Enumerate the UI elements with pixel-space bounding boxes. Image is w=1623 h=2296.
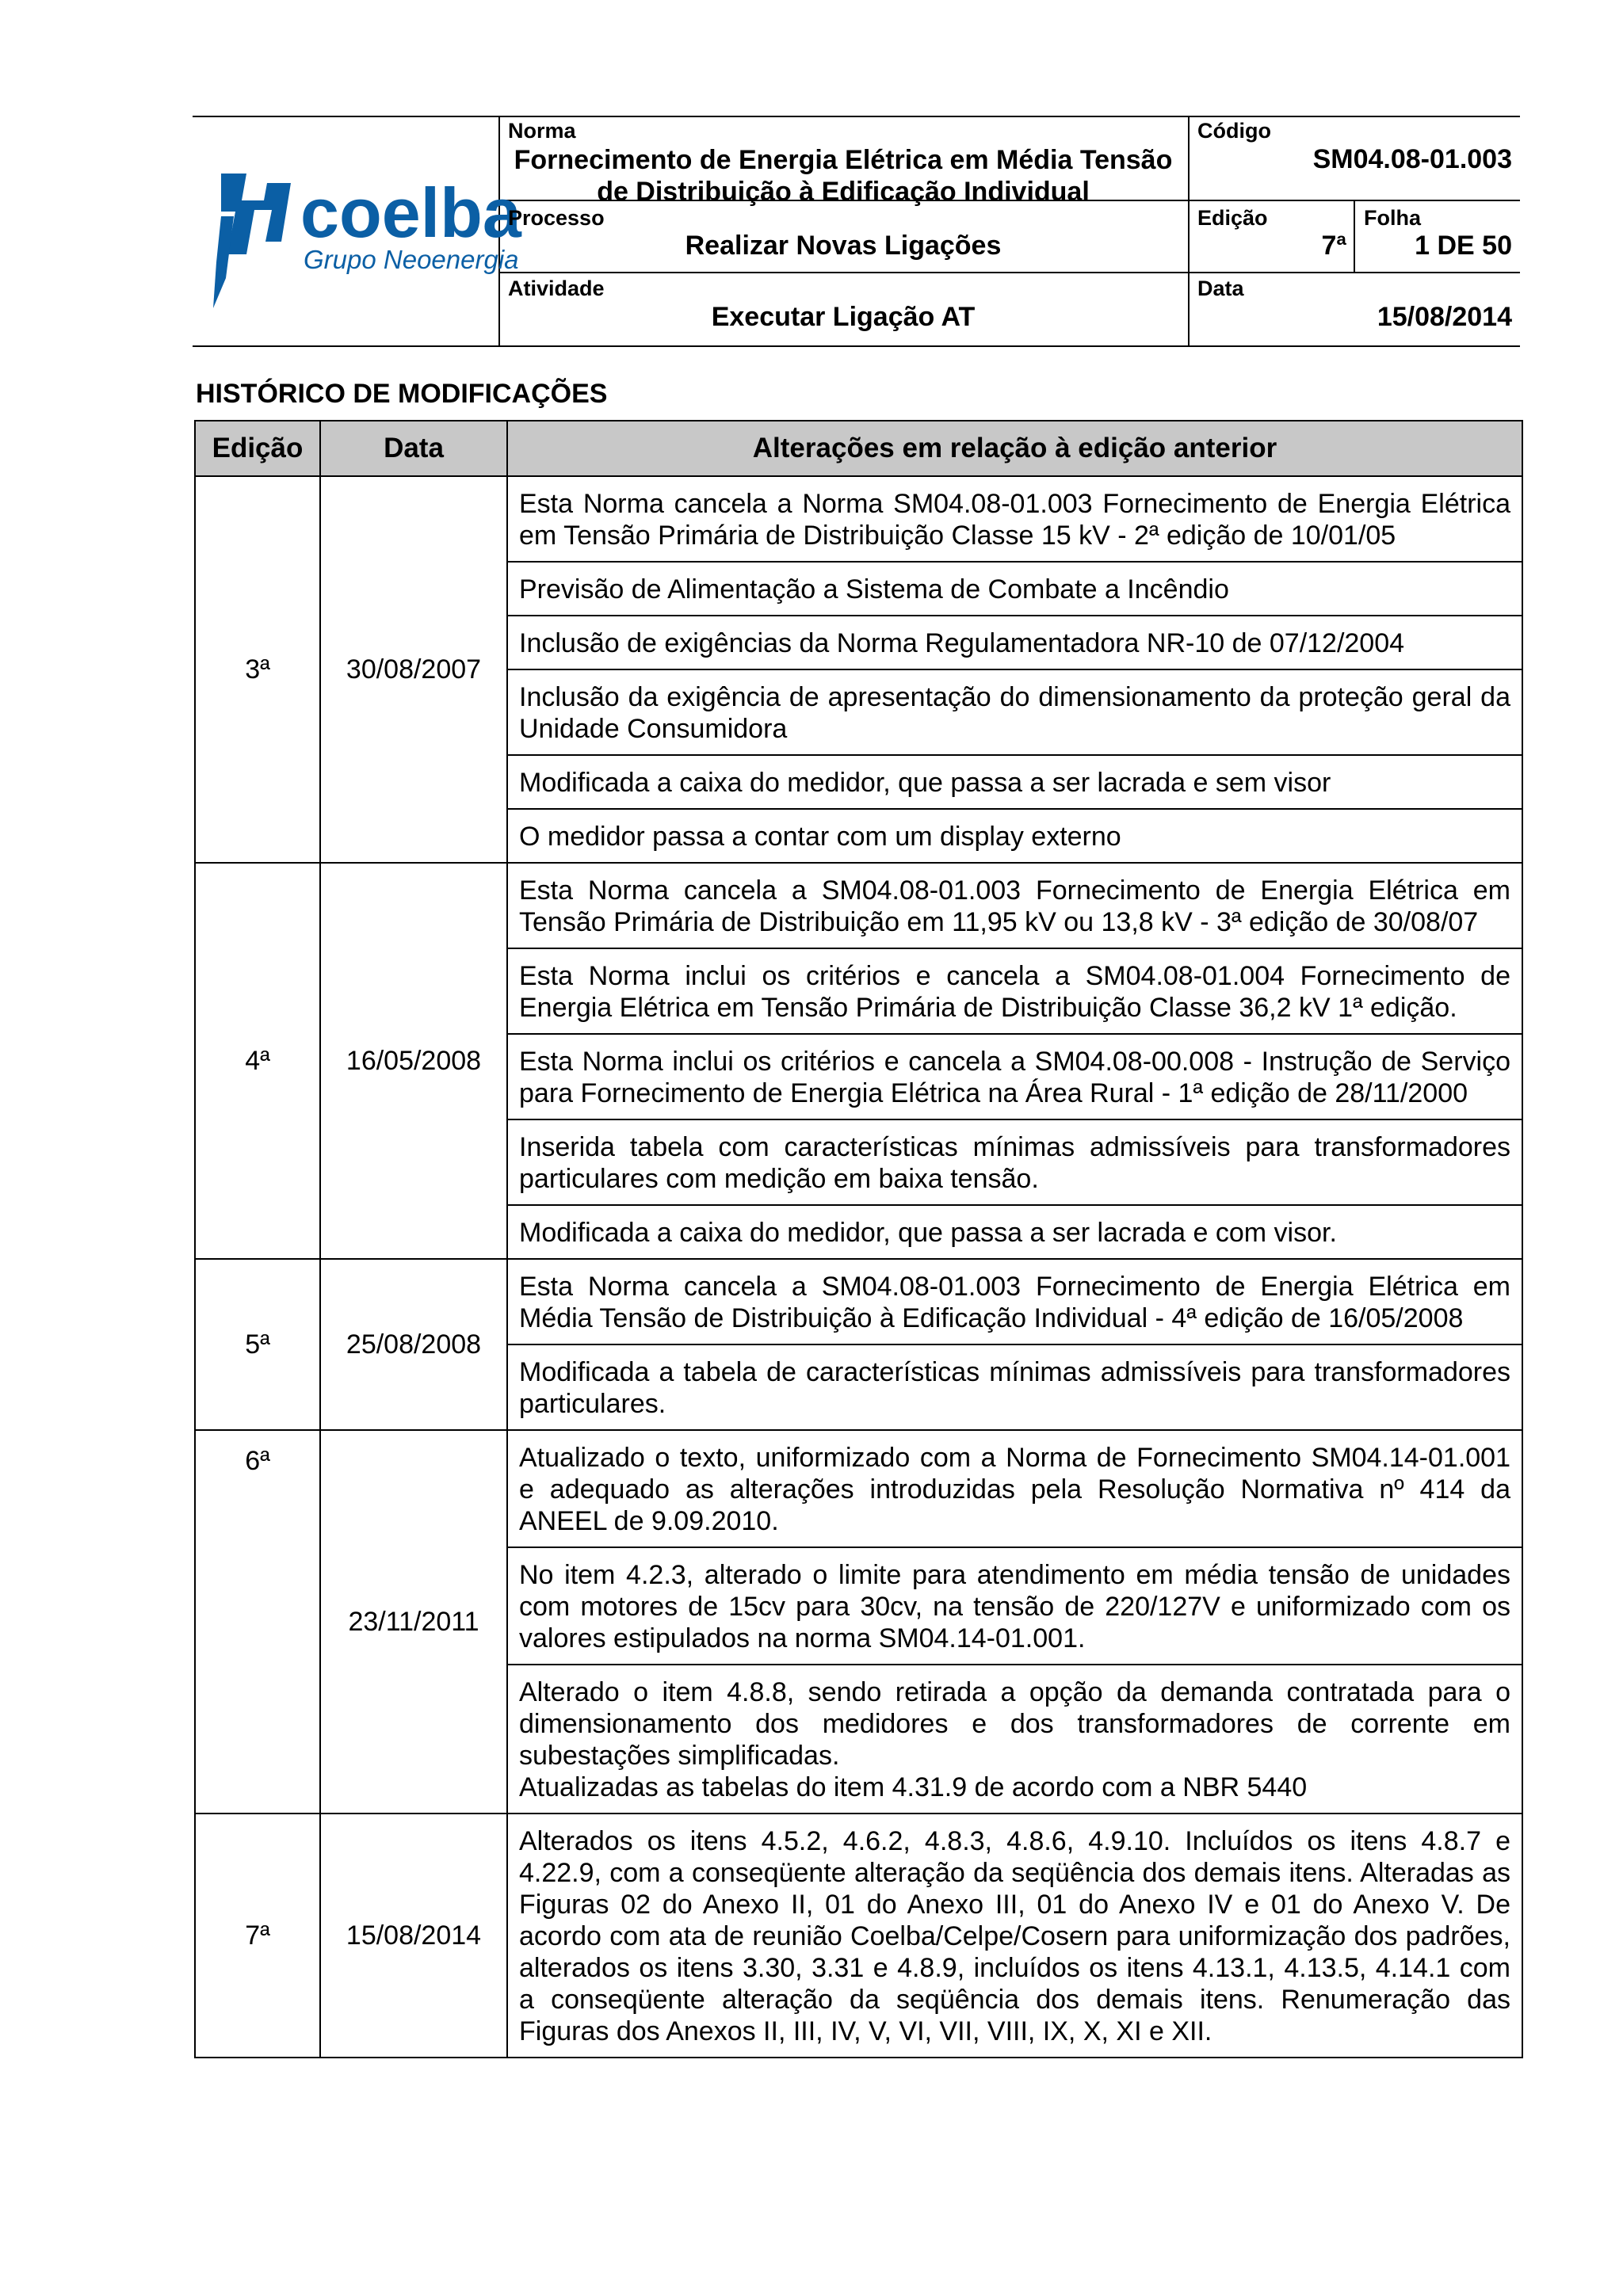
- change-text: Esta Norma inclui os critérios e cancela a SM04.08-00.008 - Instrução de Serviço para Fornecimento de Energia Elétrica na Área Rural - 1ª edição de 28/11/2000: [519, 1047, 1510, 1108]
- change-cell: [507, 1259, 1522, 1344]
- change-cell: [507, 616, 1522, 669]
- change-cell: [507, 669, 1522, 755]
- edition-cell: 4ª: [195, 863, 320, 1259]
- codigo-value: SM04.08-01.003: [1312, 144, 1512, 174]
- change-text: Esta Norma cancela a Norma SM04.08-01.003 Fornecimento de Energia Elétrica em Tensão Primária de Distribuição Classe 15 kV - 2ª edição de 10/01/05: [519, 489, 1510, 551]
- atividade-value: Executar Ligação AT: [711, 302, 976, 332]
- column-header-edicao: Edição: [195, 421, 320, 476]
- processo-value: Realizar Novas Ligações: [685, 231, 1002, 261]
- change-cell: [507, 755, 1522, 809]
- header-bottom-rule: [193, 345, 1520, 347]
- codigo-label: Código: [1197, 119, 1271, 143]
- change-cell: [507, 863, 1522, 948]
- logo-subtext: Grupo Neoenergia: [304, 245, 519, 274]
- change-cell: [507, 1547, 1522, 1665]
- change-cell: [507, 1034, 1522, 1119]
- table-row: [195, 1814, 1522, 2058]
- folha-label: Folha: [1364, 206, 1421, 230]
- edition-cell: 5ª: [195, 1259, 320, 1430]
- change-cell: [507, 562, 1522, 616]
- table-header-row: [195, 421, 1522, 476]
- norma-label: Norma: [508, 119, 576, 143]
- section-title: HISTÓRICO DE MODIFICAÇÕES: [196, 379, 608, 409]
- change-text: No item 4.2.3, alterado o limite para atendimento em média tensão de unidades com motores de 15cv para 30cv, na tensão de 220/127V e uniformizado com os valores estipulados na norma SM04.14-01.001.: [519, 1560, 1510, 1653]
- data-value: 15/08/2014: [1377, 302, 1512, 332]
- header-top-rule: [193, 116, 1520, 117]
- change-cell: [507, 1665, 1522, 1814]
- change-cell: [507, 1205, 1522, 1259]
- change-text: Modificada a tabela de características mínimas admissíveis para transformadores particulares.: [519, 1357, 1510, 1419]
- change-text: Previsão de Alimentação a Sistema de Combate a Incêndio: [519, 574, 1229, 605]
- change-text: Alterado o item 4.8.8, sendo retirada a opção da demanda contratada para o dimensionamento dos medidores e dos transformadores de corrente em subestações simplificadas. Atualizadas as tabelas do item 4.31.9 de acordo com a NBR 5440: [519, 1677, 1510, 1802]
- history-table-body: [195, 476, 1522, 2058]
- date-cell: 25/08/2008: [320, 1259, 507, 1430]
- edicao-value: 7ª: [1321, 231, 1346, 261]
- change-text: Alterados os itens 4.5.2, 4.6.2, 4.8.3, 4.8.6, 4.9.10. Incluídos os itens 4.8.7 e 4.22.9, com a conseqüente alteração da seqüência dos demais itens. Alteradas as Figuras 02 do Anexo II, 01 do Anexo III, 01 do Anexo IV e 01 do Anexo V. De acordo com ata de reunião Coelba/Celpe/Cosern para uniformização dos padrões, alterados os itens 3.30, 3.31 e 4.8.9, incluídos os itens 4.13.1, 4.13.5, 4.14.1 com a conseqüente alteração da seqüência dos demais itens. Renumeração das Figuras dos Anexos II, III, IV, V, VI, VII, VIII, IX, X, XI e XII.: [519, 1826, 1510, 2046]
- change-text: Esta Norma cancela a SM04.08-01.003 Fornecimento de Energia Elétrica em Tensão Primária de Distribuição em 11,95 kV ou 13,8 kV - 3ª edição de 30/08/07: [519, 875, 1510, 937]
- column-header-alteracoes: Alterações em relação à edição anterior: [507, 421, 1522, 476]
- change-text: Inserida tabela com características mínimas admissíveis para transformadores particulares com medição em baixa tensão.: [519, 1132, 1510, 1194]
- atividade-label: Atividade: [508, 277, 605, 300]
- edition-cell: 6ª: [195, 1430, 320, 1814]
- processo-label: Processo: [508, 206, 605, 230]
- change-text: Esta Norma cancela a SM04.08-01.003 Fornecimento de Energia Elétrica em Média Tensão de Distribuição à Edificação Individual - 4ª edição de 16/05/2008: [519, 1272, 1510, 1333]
- norma-title-line2: de Distribuição à Edificação Individual: [597, 177, 1090, 207]
- date-cell: 23/11/2011: [320, 1430, 507, 1814]
- edition-cell: 3ª: [195, 476, 320, 863]
- header-divider-folha: [1354, 200, 1355, 273]
- edition-cell: 7ª: [195, 1814, 320, 2058]
- change-cell: [507, 948, 1522, 1034]
- change-cell: [507, 1119, 1522, 1205]
- lightning-mark-icon: [213, 174, 291, 308]
- date-cell: 16/05/2008: [320, 863, 507, 1259]
- change-cell: [507, 476, 1522, 562]
- history-table: [194, 420, 1523, 2058]
- data-label: Data: [1197, 277, 1244, 300]
- change-text: Esta Norma inclui os critérios e cancela a SM04.08-01.004 Fornecimento de Energia Elétrica em Tensão Primária de Distribuição Classe 36,2 kV 1ª edição.: [519, 961, 1510, 1023]
- change-cell: [507, 1814, 1522, 2058]
- folha-value: 1 DE 50: [1415, 231, 1512, 261]
- table-row: [195, 476, 1522, 562]
- change-cell: [507, 1344, 1522, 1430]
- date-cell: 30/08/2007: [320, 476, 507, 863]
- table-row: [195, 1430, 1522, 1547]
- change-text: O medidor passa a contar com um display externo: [519, 822, 1121, 852]
- change-text: Atualizado o texto, uniformizado com a Norma de Fornecimento SM04.14-01.001 e adequado as alterações introduzidas pela Resolução Normativa nº 414 da ANEEL de 9.09.2010.: [519, 1443, 1510, 1536]
- change-cell: [507, 809, 1522, 863]
- change-text: Modificada a caixa do medidor, que passa a ser lacrada e sem visor: [519, 768, 1331, 798]
- change-cell: [507, 1430, 1522, 1547]
- change-text: Inclusão da exigência de apresentação do dimensionamento da proteção geral da Unidade Consumidora: [519, 682, 1510, 744]
- table-row: [195, 863, 1522, 948]
- change-text: Modificada a caixa do medidor, que passa a ser lacrada e com visor.: [519, 1218, 1337, 1248]
- document-header: [193, 116, 1520, 347]
- norma-title: [500, 144, 1186, 208]
- norma-title-line1: Fornecimento de Energia Elétrica em Média Tensão: [514, 145, 1173, 175]
- edicao-label: Edição: [1197, 206, 1268, 230]
- date-cell: 15/08/2014: [320, 1814, 507, 2058]
- change-text: Inclusão de exigências da Norma Regulamentadora NR-10 de 07/12/2004: [519, 628, 1405, 658]
- table-row: [195, 1259, 1522, 1344]
- logo-wordmark: coelba: [300, 174, 521, 252]
- column-header-data: Data: [320, 421, 507, 476]
